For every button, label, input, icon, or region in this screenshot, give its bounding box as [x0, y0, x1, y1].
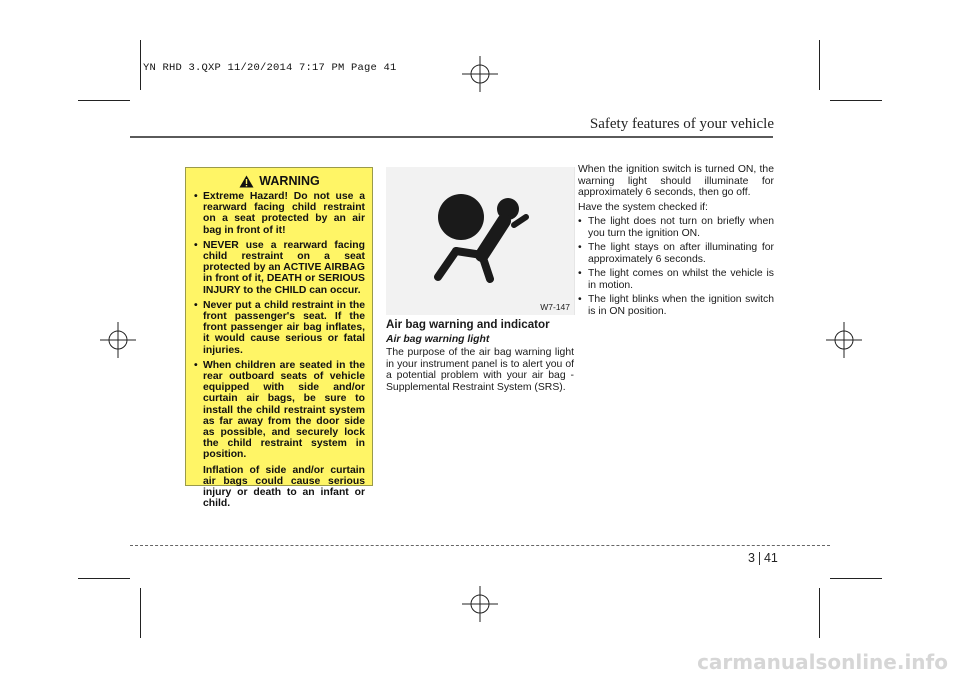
bullet: •: [194, 359, 198, 371]
page-number-separator: [759, 552, 760, 565]
crop-mark: [78, 578, 130, 579]
warning-item: [194, 300, 365, 356]
bullet: •: [194, 191, 198, 202]
airbag-figure: [386, 167, 575, 315]
crop-mark: [140, 588, 141, 638]
registration-mark-icon: [100, 322, 136, 358]
warning-item: [194, 240, 365, 296]
registration-mark-icon: [826, 322, 862, 358]
airbag-warning-icon: [386, 167, 574, 315]
warning-item-text: When children are seated in the rear outboard seats of vehicle equipped with side and/or curtain air bags, be sure to install the child restraint system as far away from the door side as possible, and securely lock the child restraint system in position.: [203, 359, 365, 461]
check-item-text: The light stays on after illuminating for approximately 6 seconds.: [588, 242, 774, 265]
section-body: The purpose of the air bag warning light in your instrument panel is to alert you of a potential problem with your air bag - Supplemental Restraint System (SRS).: [386, 347, 574, 393]
crop-mark: [78, 100, 130, 101]
bullet: •: [578, 294, 582, 305]
check-list: [578, 216, 774, 317]
bullet: •: [578, 268, 582, 279]
section-title: Safety features of your vehicle: [589, 116, 774, 132]
check-item: [578, 216, 774, 239]
bullet: •: [194, 239, 198, 251]
crop-mark: [830, 100, 882, 101]
check-item-text: The light blinks when the ignition switch is in ON position.: [588, 294, 774, 317]
warning-title: WARNING: [259, 173, 320, 188]
header-rule: [130, 136, 773, 138]
intro-paragraph: When the ignition switch is turned ON, the warning light should illuminate for approximately 6 seconds, then go off.: [578, 164, 774, 198]
warning-item: [194, 191, 365, 236]
section-subheading: Air bag warning light: [386, 333, 490, 345]
warning-header: [194, 175, 365, 188]
warning-item-text: Never put a child restraint in the front passenger's seat. If the front passenger air bag inflates, it would cause serious or fatal injuries.: [203, 299, 365, 356]
warning-box: [185, 167, 373, 510]
check-item: [578, 268, 774, 291]
footer-rule: [130, 545, 830, 546]
warning-extra-text: Inflation of side and/or curtain air bags could cause serious injury or death to an infant or child.: [203, 464, 365, 510]
check-item-text: The light does not turn on briefly when you turn the ignition ON.: [588, 216, 774, 239]
page-number-value: 41: [763, 551, 778, 565]
watermark: carmanualsonline.info: [697, 650, 948, 674]
warning-triangle-icon: [239, 175, 254, 188]
registration-mark-icon: [462, 56, 498, 92]
warning-item-text: NEVER use a rearward facing child restraint on a seat protected by an ACTIVE AIRBAG in front of it, DEATH or SERIOUS INJURY to the CHILD can occur.: [203, 239, 365, 296]
figure-code: W7-147: [540, 302, 570, 312]
chapter-number: 3: [748, 551, 755, 565]
warning-item: [194, 360, 365, 461]
printer-slug: YN RHD 3.QXP 11/20/2014 7:17 PM Page 41: [143, 62, 397, 74]
check-intro: Have the system checked if:: [578, 201, 708, 213]
warning-list: [194, 191, 365, 461]
crop-mark: [830, 578, 882, 579]
crop-mark: [819, 588, 820, 638]
bullet: •: [194, 299, 198, 311]
section-content: [386, 319, 574, 393]
check-item: [578, 294, 774, 317]
crop-mark: [140, 40, 141, 90]
registration-mark-icon: [462, 586, 498, 622]
check-item: [578, 242, 774, 265]
right-column: [578, 164, 774, 320]
bullet: •: [578, 216, 582, 227]
check-item-text: The light comes on whilst the vehicle is in motion.: [588, 268, 774, 291]
warning-item-text: Extreme Hazard! Do not use a rearward facing child restraint on a seat protected by an air bag in front of it!: [203, 191, 365, 236]
section-heading: Air bag warning and indicator: [386, 318, 550, 331]
page-number: [748, 551, 778, 565]
bullet: •: [578, 242, 582, 253]
crop-mark: [819, 40, 820, 90]
